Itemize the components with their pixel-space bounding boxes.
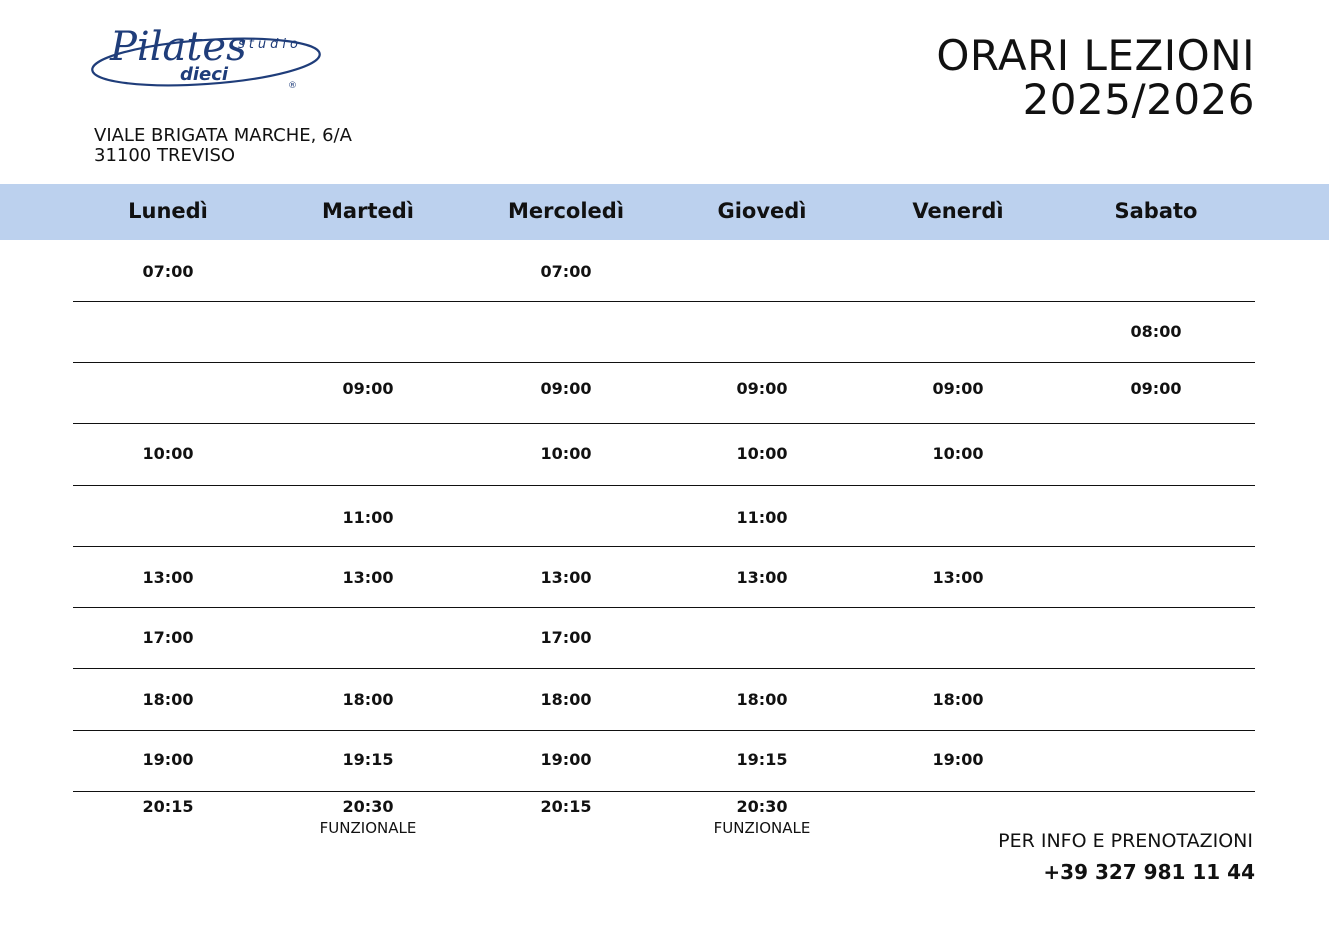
time-slot-label: 10:00 [932, 444, 984, 463]
contact-phone: +39 327 981 11 44 [1043, 860, 1255, 884]
time-slot [343, 379, 394, 399]
time-slot-label: 13:00 [540, 568, 592, 587]
title-line-2: 2025/2026 [1022, 75, 1255, 124]
time-slot [1131, 322, 1182, 342]
row-divider [73, 301, 1255, 302]
time-slot [541, 628, 592, 648]
time-slot [541, 444, 592, 464]
address-line-2: 31100 TREVISO [94, 145, 236, 166]
page-title [936, 31, 1255, 124]
time-slot [714, 797, 811, 837]
time-slot-label: 11:00 [736, 508, 788, 527]
registered-mark: ® [288, 81, 297, 91]
time-slot-label: 10:00 [142, 444, 194, 463]
time-slot [737, 568, 788, 588]
time-slot [737, 750, 788, 770]
row-divider [73, 485, 1255, 486]
time-slot-label: 09:00 [1130, 379, 1182, 398]
time-slot [737, 690, 788, 710]
time-slot-label: 07:00 [540, 262, 592, 281]
class-type-label: FUNZIONALE [713, 819, 811, 837]
time-slot-label: 13:00 [932, 568, 984, 587]
time-slot-label: 20:15 [142, 797, 194, 816]
time-slot-label: 13:00 [736, 568, 788, 587]
time-slot [933, 379, 984, 399]
time-slot-label: 10:00 [540, 444, 592, 463]
time-slot-label: 18:00 [342, 690, 394, 709]
logo-graphic [88, 18, 328, 96]
row-divider [73, 423, 1255, 424]
time-slot [933, 690, 984, 710]
time-slot-label: 20:30 [342, 797, 394, 816]
time-slot [143, 797, 194, 817]
time-slot [143, 750, 194, 770]
logo-dieci-text: dieci [180, 64, 229, 85]
time-slot [737, 379, 788, 399]
time-slot-label: 09:00 [932, 379, 984, 398]
time-slot [343, 690, 394, 710]
time-slot [320, 797, 417, 837]
time-slot-label: 09:00 [736, 379, 788, 398]
row-divider [73, 791, 1255, 792]
time-slot [343, 568, 394, 588]
time-slot-label: 19:00 [932, 750, 984, 769]
time-slot [737, 444, 788, 464]
time-slot [541, 690, 592, 710]
day-header: Sabato [1114, 199, 1198, 223]
time-slot-label: 10:00 [736, 444, 788, 463]
studio-address [94, 126, 352, 166]
logo-studio-text: studio [238, 37, 302, 52]
time-slot-label: 18:00 [736, 690, 788, 709]
time-slot [933, 568, 984, 588]
time-slot [541, 379, 592, 399]
time-slot [541, 797, 592, 817]
row-divider [73, 546, 1255, 547]
time-slot-label: 18:00 [142, 690, 194, 709]
row-divider [73, 668, 1255, 669]
day-header: Venerdì [912, 199, 1004, 223]
time-slot-label: 19:00 [142, 750, 194, 769]
time-slot [541, 568, 592, 588]
time-slot [933, 750, 984, 770]
time-slot-label: 08:00 [1130, 322, 1182, 341]
time-slot-label: 17:00 [540, 628, 592, 647]
time-slot-label: 18:00 [932, 690, 984, 709]
title-line-1: ORARI LEZIONI [936, 31, 1255, 80]
time-slot [1131, 379, 1182, 399]
day-header: Giovedì [717, 199, 807, 223]
time-slot-label: 19:00 [540, 750, 592, 769]
time-slot-label: 17:00 [142, 628, 194, 647]
time-slot [143, 690, 194, 710]
time-slot [143, 262, 194, 282]
day-header: Martedì [322, 199, 414, 223]
time-slot-label: 07:00 [142, 262, 194, 281]
day-header: Mercoledì [507, 199, 625, 223]
time-slot-label: 20:30 [736, 797, 788, 816]
day-header: Lunedì [128, 199, 208, 223]
time-slot-label: 13:00 [342, 568, 394, 587]
time-slot-label: 09:00 [540, 379, 592, 398]
time-slot [933, 444, 984, 464]
time-slot [343, 750, 394, 770]
time-slot [343, 508, 394, 528]
contact-info-label: PER INFO E PRENOTAZIONI [998, 830, 1253, 852]
time-slot-label: 09:00 [342, 379, 394, 398]
class-type-label: FUNZIONALE [319, 819, 417, 837]
logo-script-text: Pilates [110, 24, 247, 70]
time-slot [541, 262, 592, 282]
time-slot-label: 13:00 [142, 568, 194, 587]
time-slot-label: 18:00 [540, 690, 592, 709]
row-divider [73, 730, 1255, 731]
time-slot [143, 628, 194, 648]
time-slot [541, 750, 592, 770]
time-slot-label: 20:15 [540, 797, 592, 816]
time-slot-label: 19:15 [342, 750, 394, 769]
address-line-1: VIALE BRIGATA MARCHE, 6/A [94, 125, 352, 146]
days-header [0, 184, 1329, 240]
row-divider [73, 607, 1255, 608]
time-slot-label: 19:15 [736, 750, 788, 769]
row-divider [73, 362, 1255, 363]
studio-logo [88, 18, 328, 96]
time-slot [143, 568, 194, 588]
time-slot [737, 508, 788, 528]
time-slot-label: 11:00 [342, 508, 394, 527]
time-slot [143, 444, 194, 464]
